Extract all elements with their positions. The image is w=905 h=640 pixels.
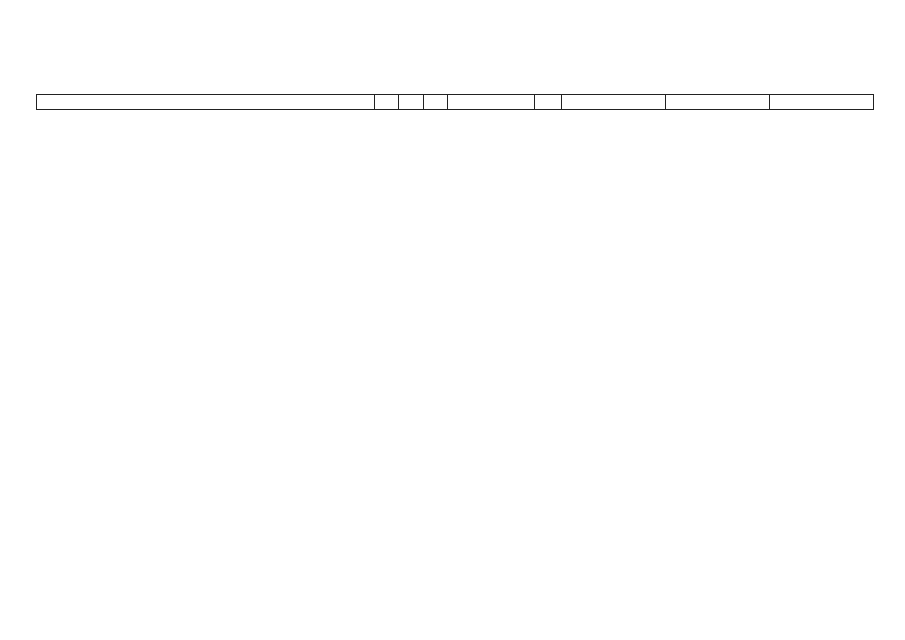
row-vr xyxy=(535,124,562,125)
table-row xyxy=(37,124,874,125)
header-name xyxy=(37,95,375,110)
row-rz xyxy=(399,124,424,125)
header-ved xyxy=(375,95,399,110)
header-2019 xyxy=(562,95,666,110)
table-header-row xyxy=(37,95,874,110)
header-vr xyxy=(535,95,562,110)
row-cst xyxy=(448,124,535,125)
row-2021 xyxy=(770,124,874,125)
header-pr xyxy=(424,95,448,110)
header-rz xyxy=(399,95,424,110)
header-2020 xyxy=(666,95,770,110)
row-2020 xyxy=(666,124,770,125)
header-cst xyxy=(448,95,535,110)
row-2019 xyxy=(562,124,666,125)
header-2021 xyxy=(770,95,874,110)
budget-table xyxy=(36,94,874,125)
row-pr xyxy=(424,124,448,125)
row-name xyxy=(37,124,375,125)
row-ved xyxy=(375,124,399,125)
